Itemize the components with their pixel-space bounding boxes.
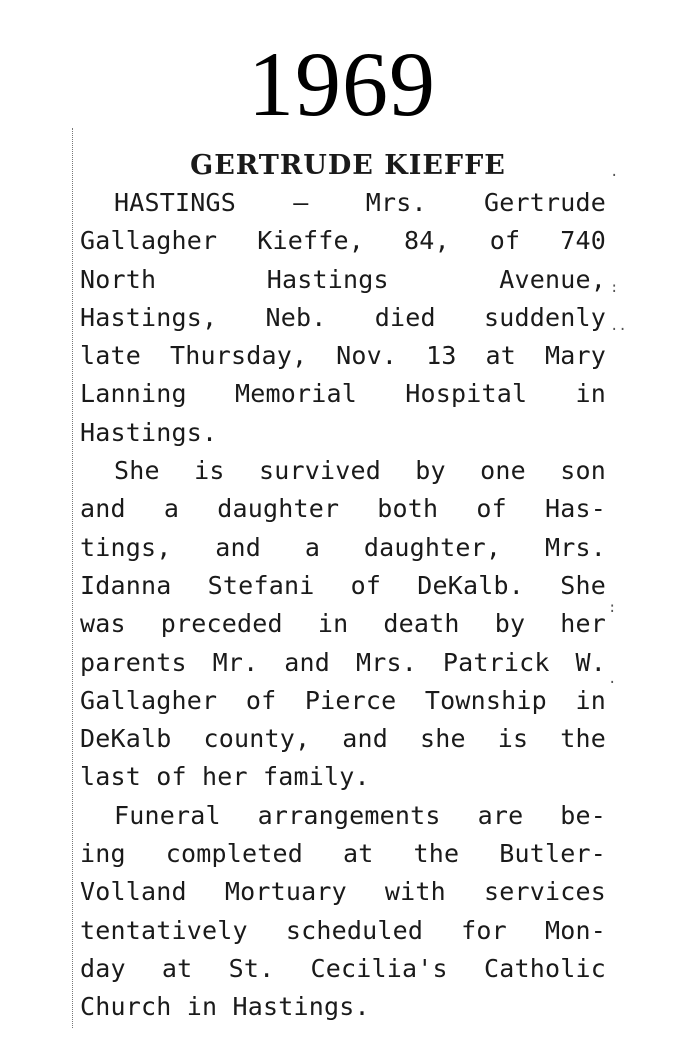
text-line: Church in Hastings. [80,992,370,1022]
text-line: was preceded in death by her [80,609,606,639]
newspaper-clipping [80,148,606,1027]
text-line: Volland Mortuary with services [80,877,606,907]
clipping-left-edge [72,128,73,1028]
text-line: day at St. Cecilia's Catholic [80,953,606,983]
text-line: late Thursday, Nov. 13 at Mary [80,341,606,371]
obituary-headline: GERTRUDE KIEFFE [190,150,506,181]
text-line: HASTINGS — Mrs. Gertrude [114,188,606,217]
obituary-paragraph-2 [80,452,606,797]
text-line: Gallagher Kieffe, 84, of 740 [80,226,606,256]
text-line: Funeral arrangements are be- [114,800,606,830]
scan-speck: · [610,168,619,184]
scan-speck: · [608,675,617,691]
obituary-paragraph-1 [80,184,606,452]
text-line: Hastings, Neb. died suddenly [80,302,606,332]
text-line: ing completed at the Butler- [80,839,606,869]
text-line: Lanning Memorial Hospital in [80,379,606,409]
text-line: Idanna Stefani of DeKalb. She [80,570,606,600]
scan-speck: : [608,600,617,616]
scan-speck: .. [610,318,627,334]
text-line: She is survived by one son [114,456,606,486]
text-line: North Hastings Avenue, [80,264,606,294]
obituary-paragraph-3 [80,797,606,1027]
text-line: last of her family. [80,762,370,792]
text-line: tentatively scheduled for Mon- [80,915,606,945]
scan-speck: : [610,280,619,296]
text-line: Gallagher of Pierce Township in [80,685,606,715]
year-heading: 1969 [248,33,436,135]
text-line: Hastings. [80,417,218,447]
text-line: and a daughter both of Has- [80,494,606,524]
text-line: tings, and a daughter, Mrs. [80,532,606,562]
text-line: DeKalb county, and she is the [80,724,606,754]
text-line: parents Mr. and Mrs. Patrick W. [80,647,606,677]
